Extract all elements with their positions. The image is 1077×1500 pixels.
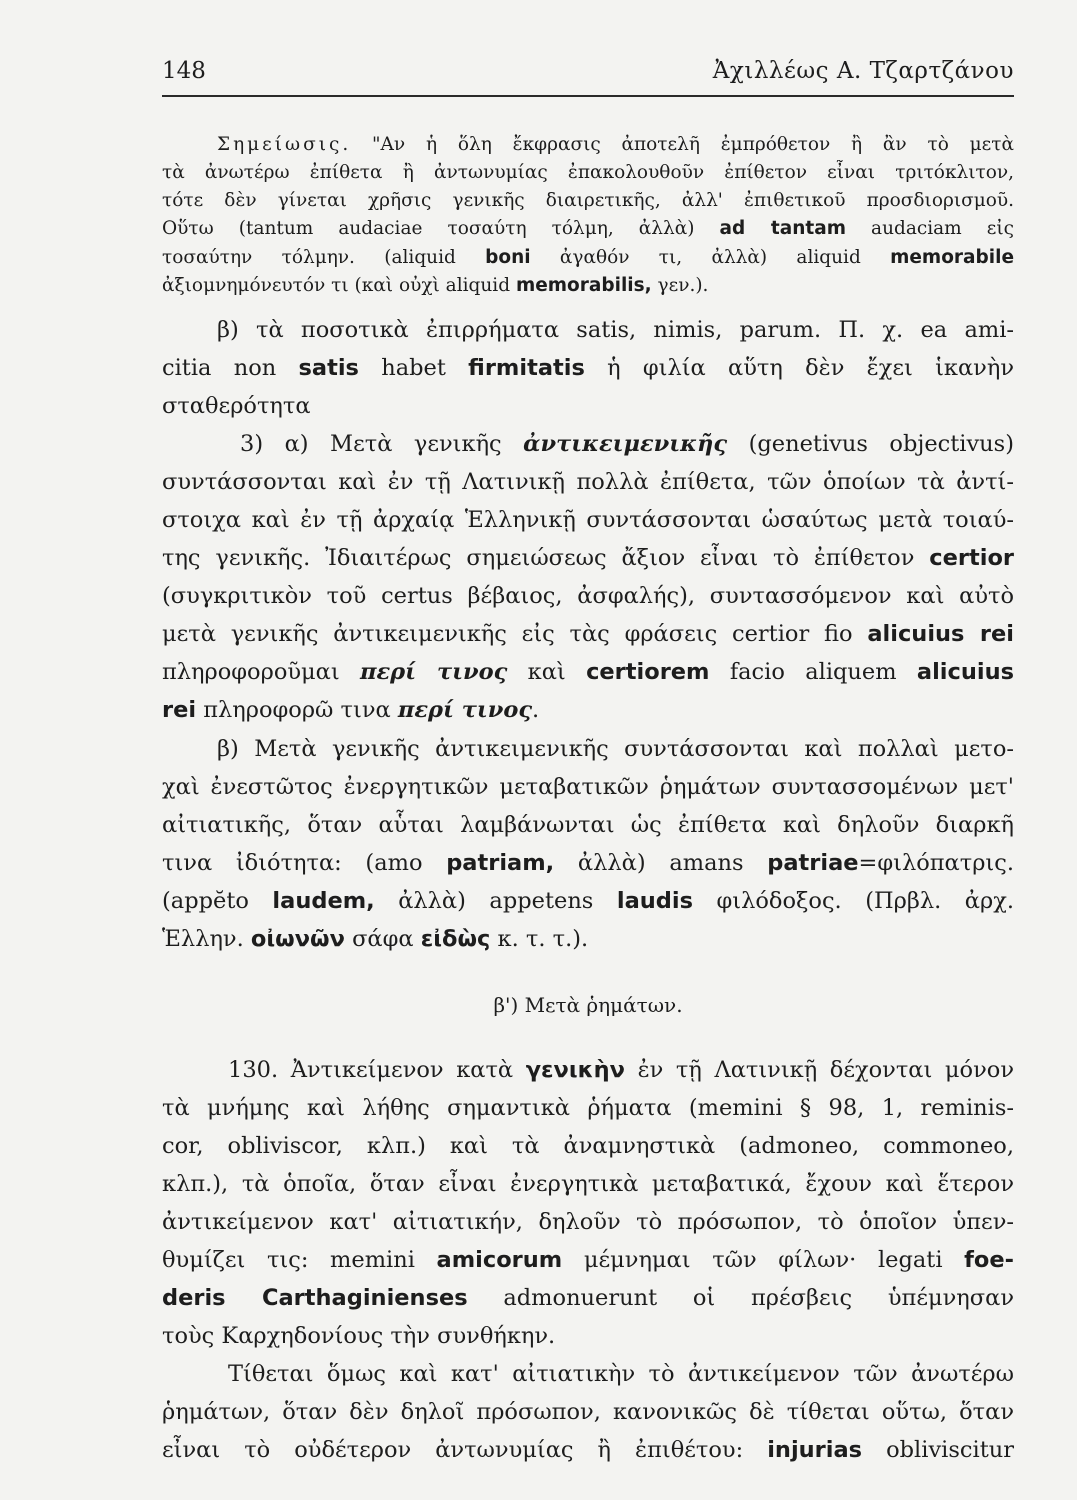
- text-line: χαὶ ἐνεστῶτος ἐνεργητικῶν μεταβατικῶν ῥημάτων συντασσομένων μετ': [162, 774, 1014, 800]
- text-line: Οὕτω (tantum audaciae τοσαύτη τόλμη, ἀλλὰ) ad tantam audaciam εἰς: [162, 218, 1014, 239]
- text-line: εἶναι τὸ οὐδέτερον ἀντωνυμίας ἢ ἐπιθέτου: injurias obliviscitur: [162, 1437, 1014, 1463]
- text-line: τοσαύτην τόλμην. (aliquid boni ἀγαθόν τι, ἀλλὰ) aliquid memorabile: [162, 247, 1014, 268]
- text-line: σταθερότητα: [162, 393, 311, 419]
- text-line: πληροφοροῦμαι περί τινος καὶ certiorem facio aliquem alicuius: [162, 659, 1014, 685]
- page-number: 148: [162, 58, 206, 84]
- text-line: στοιχα καὶ ἐν τῇ ἀρχαίᾳ Ἑλληνικῇ συντάσσονται ὡσαύτως μετὰ τοιαύ-: [162, 507, 1014, 533]
- section-heading: β') Μετὰ ῥημάτων.: [493, 993, 683, 1017]
- text-line: τινα ἰδιότητα: (amo patriam, ἀλλὰ) amans patriae=φιλόπατρις.: [162, 850, 1014, 876]
- text-line: rei πληροφορῶ τινα περί τινος.: [162, 697, 540, 723]
- text-line: τοὺς Καρχηδονίους τὴν συνθήκην.: [162, 1323, 556, 1349]
- text-line: (appĕto laudem, ἀλλὰ) appetens laudis φιλόδοξος. (Πρβλ. ἀρχ.: [162, 888, 1014, 914]
- text-line: της γενικῆς. Ἰδιαιτέρως σημειώσεως ἄξιον εἶναι τὸ ἐπίθετον certior: [162, 545, 1014, 571]
- text-line: Σημείωσις. "Αν ἡ ὅλη ἔκφρασις ἀποτελῆ ἐμπρόθετον ἢ ἂν τὸ μετὰ: [217, 134, 1014, 155]
- text-line: β) τὰ ποσοτικὰ ἐπιρρήματα satis, nimis, parum. Π. χ. ea ami-: [217, 317, 1014, 343]
- text-line: τὰ μνήμης καὶ λήθης σημαντικὰ ῥήματα (memini § 98, 1, reminis-: [162, 1095, 1014, 1121]
- text-line: citia non satis habet firmitatis ἡ φιλία αὕτη δὲν ἔχει ἱκανὴν: [162, 355, 1014, 381]
- text-line: Τίθεται ὅμως καὶ κατ' αἰτιατικὴν τὸ ἀντικείμενον τῶν ἀνωτέρω: [228, 1361, 1014, 1387]
- text-line: αἰτιατικῆς, ὅταν αὗται λαμβάνωνται ὡς ἐπίθετα καὶ δηλοῦν διαρκῆ: [162, 812, 1014, 838]
- header-rule: [162, 95, 1014, 97]
- text-line: β) Μετὰ γενικῆς ἀντικειμενικῆς συντάσσονται καὶ πολλαὶ μετο-: [217, 736, 1014, 762]
- text-line: Ἑλλην. οἰωνῶν σάφα εἰδὼς κ. τ. τ.).: [162, 926, 589, 952]
- text-line: cor, obliviscor, κλπ.) καὶ τὰ ἀναμνηστικὰ (admoneo, commoneo,: [162, 1133, 1014, 1159]
- text-line: τότε δὲν γίνεται χρῆσις γενικῆς διαιρετικῆς, ἀλλ' ἐπιθετικοῦ προσδιορισμοῦ.: [162, 190, 1014, 211]
- running-head: [162, 58, 1014, 98]
- text-line: τὰ ἀνωτέρω ἐπίθετα ἢ ἀντωνυμίας ἐπακολουθοῦν ἐπίθετον εἶναι τριτόκλιτον,: [162, 162, 1014, 183]
- text-line: συντάσσονται καὶ ἐν τῇ Λατινικῇ πολλὰ ἐπίθετα, τῶν ὁποίων τὰ ἀντί-: [162, 469, 1014, 495]
- text-line: ἀξιομνημόνευτόν τι (καὶ οὐχὶ aliquid memorabilis, γεν.).: [162, 275, 709, 296]
- text-line: μετὰ γενικῆς ἀντικειμενικῆς εἰς τὰς φράσεις certior fio alicuius rei: [162, 621, 1014, 647]
- text-line: ἀντικείμενον κατ' αἰτιατικήν, δηλοῦν τὸ πρόσωπον, τὸ ὁποῖον ὑπεν-: [162, 1209, 1014, 1235]
- text-line: 3) α) Μετὰ γενικῆς ἀντικειμενικῆς (genetivus objectivus): [240, 431, 1014, 457]
- text-line: (συγκριτικὸν τοῦ certus βέβαιος, ἀσφαλής), συντασσόμενον καὶ αὐτὸ: [162, 583, 1014, 609]
- text-line: deris Carthaginienses admonuerunt οἱ πρέσβεις ὑπέμνησαν: [162, 1285, 1014, 1311]
- text-line: κλπ.), τὰ ὁποῖα, ὅταν εἶναι ἐνεργητικὰ μεταβατικά, ἔχουν καὶ ἕτερον: [162, 1171, 1014, 1197]
- text-line: ῥημάτων, ὅταν δὲν δηλοῖ πρόσωπον, κανονικῶς δὲ τίθεται οὕτω, ὅταν: [162, 1399, 1014, 1425]
- text-line: 130. Ἀντικείμενον κατὰ γενικὴν ἐν τῇ Λατινικῇ δέχονται μόνον: [228, 1057, 1014, 1083]
- text-line: θυμίζει τις: memini amicorum μέμνημαι τῶν φίλων· legati foe-: [162, 1247, 1014, 1273]
- running-head-author: Ἀχιλλέως Α. Τζαρτζάνου: [712, 58, 1014, 84]
